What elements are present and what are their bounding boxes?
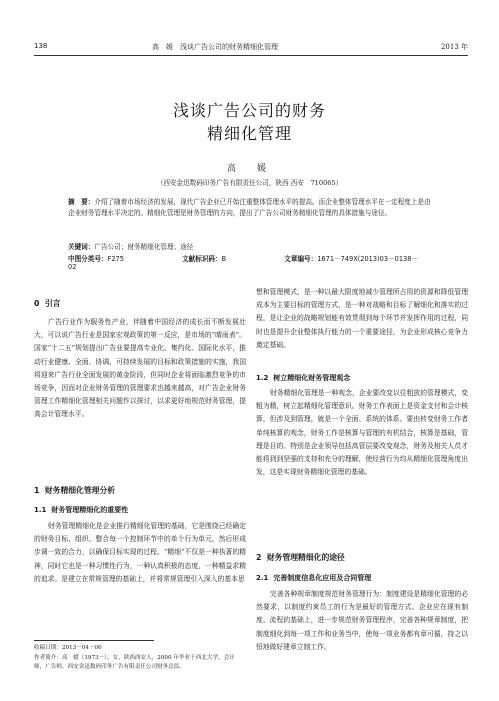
footnote-rule <box>34 640 154 641</box>
section-1-1-heading <box>34 505 128 515</box>
clc-value: F275 <box>107 255 124 263</box>
section-2-1-heading <box>256 573 371 583</box>
section-2-heading <box>256 552 345 563</box>
section-2-number: 2 <box>256 553 262 562</box>
clc-label: 中图分类号： <box>68 255 108 263</box>
author-name: 高 媛 <box>226 164 272 174</box>
section-0-heading <box>34 298 60 309</box>
section-1-2-paragraph: 财务精细化管理是一种观念，企业要改变以往粗放的管理模式，变粗为精，树立起精细化管理意识。财务工作表面上是资金支付和会计核算，但涉及到管理，就是一个全面、系统的体系。要由转变财务工作者单纯核算的观念，财务工作是核算与管理的有机结合，核算是基础，管理是目的。特别是企业领导包括高管层要改变观念，财务及相关人员才能将到到坚强的支持和充分的理解，使经营行为均从精细化管理角度出发，这是实现财务精细化管理的基础。 <box>256 389 468 477</box>
abstract-label: 摘 要： <box>68 198 95 206</box>
abstract <box>68 197 434 219</box>
section-2-1-title: 完善制度信息化应用及合同管理 <box>273 574 372 582</box>
section-0-title: 引言 <box>44 299 61 308</box>
classification-line <box>68 253 448 271</box>
author-affiliation: （西安金迅数码印务广告有限责任公司，陕西 西安 710065） <box>156 179 343 187</box>
section-1-2-title: 树立精细化财务管理观念 <box>273 374 351 382</box>
section-1-2-number: 1.2 <box>256 374 269 382</box>
section-0-number: 0 <box>34 299 40 308</box>
section-1-2-heading <box>256 373 350 383</box>
author-bio: 作者简介：高 媛（1973－），女，陕西西安人，2000 年毕业于西北大学，会计师，广告师，西安金迅数码印务广告有限责任公司财务总监。 <box>34 655 235 670</box>
section-1-1-title: 财务管理精细化的重要性 <box>51 506 129 514</box>
section-1-title: 财务精细化管理分析 <box>44 486 116 495</box>
article-title-line1: 浅谈广告公司的财务 <box>172 101 326 120</box>
doc-code-value: B <box>221 255 227 263</box>
section-2-title: 财务管理精细化的途径 <box>266 553 345 562</box>
keywords <box>68 241 193 251</box>
keywords-text: 广告公司；财务精细化管理；途径 <box>94 243 194 251</box>
page-number: 138 <box>34 42 48 50</box>
article-no-value: 1671－749X(2013)03－0138－02 <box>68 255 418 271</box>
continued-paragraph: 想和管理模式，是一种以最大限度地减少管理所占用的资源和降低管理成本为主要目标的管理方式，是一种对战略和目标了解细化和落实的过程，是让企业的战略规划能有效贯彻到每个环节并发挥作用的过程，同时也是提升企业整体执行能力的一个重要途径，为企业形成核心竞争力奠定基础。 <box>256 288 468 349</box>
article-title-line2: 精细化管理 <box>206 124 292 143</box>
received-date: 收稿日期：2013－04－06 <box>34 645 102 651</box>
section-0-paragraph: 广告行业作为服务性产业，伴随着中国经济的成长而不断发展壮大，可以说广告行业是国家宏观政策的第一反应，是市场的“晴雨表”。国家“十二五”规划提出广告业要提高专业化、集约化、国际化水平，推动行业健康、全面、协调、可持续发展的目标和政策措施的实施，我国将迎来广告行业全面发展的黄金阶段，但同时企业将面临激烈竞争的市场竞争，因而对企业财务管理的管理要求也越来越高，对广告企业财务管理工作精细化管理相关问题作以探讨，以求更好地规范财务管理，提高会计管理水平。 <box>34 318 246 419</box>
running-header <box>34 40 468 54</box>
doc-code-label: 文献标识码： <box>182 255 222 263</box>
keywords-label: 关键词： <box>68 243 95 251</box>
section-1-heading <box>34 485 115 496</box>
section-2-1-number: 2.1 <box>256 574 269 582</box>
article-no-label: 文章编号： <box>284 255 318 263</box>
header-year: 2013 年 <box>440 43 468 51</box>
abstract-text: 介绍了随着市场经济的发展，现代广告企业已开始注重整体管理水平的提高。而企业整体管理水平在一定程度上是由企业财务管理水平决定的。精细化管理是财务管理的方向，提出了广告公司财务精细化管理的具体措施与途径。 <box>68 198 431 217</box>
section-1-number: 1 <box>34 486 40 495</box>
section-2-1-paragraph: 完善各种规章制度规范财务管理行为：制度建设是精细化管理的必然要求，以制度约束员工的行为是最好的管理方式。企业应在现有制度、流程的基础上，进一步规范财务管理程序，完善各种规章制度，把制度细化到每一项工作和业务当中，使每一项业务都有章可循，持之以恒地做好建章立制工作。 <box>256 590 468 651</box>
section-1-1-paragraph: 财务管理精细化是企业推行精细化管理的基础，它是围绕已经确定的财务目标，组织、整合每一个控制环节中的单个行为单元，然后形成步调一致的合力，以确保目标实现的过程。“精细”不仅是一种执著的精神，同时它也是一种习惯性行为，一种认真积极的态度，一种精益求精的追求。是建立在常规管理的基础上，并将常规管理引入深入的基本思 <box>34 522 246 583</box>
section-1-1-number: 1.1 <box>34 506 47 514</box>
running-title: 高 媛 浅谈广告公司的财务精细化管理 <box>152 43 278 51</box>
header-rule <box>34 55 468 56</box>
